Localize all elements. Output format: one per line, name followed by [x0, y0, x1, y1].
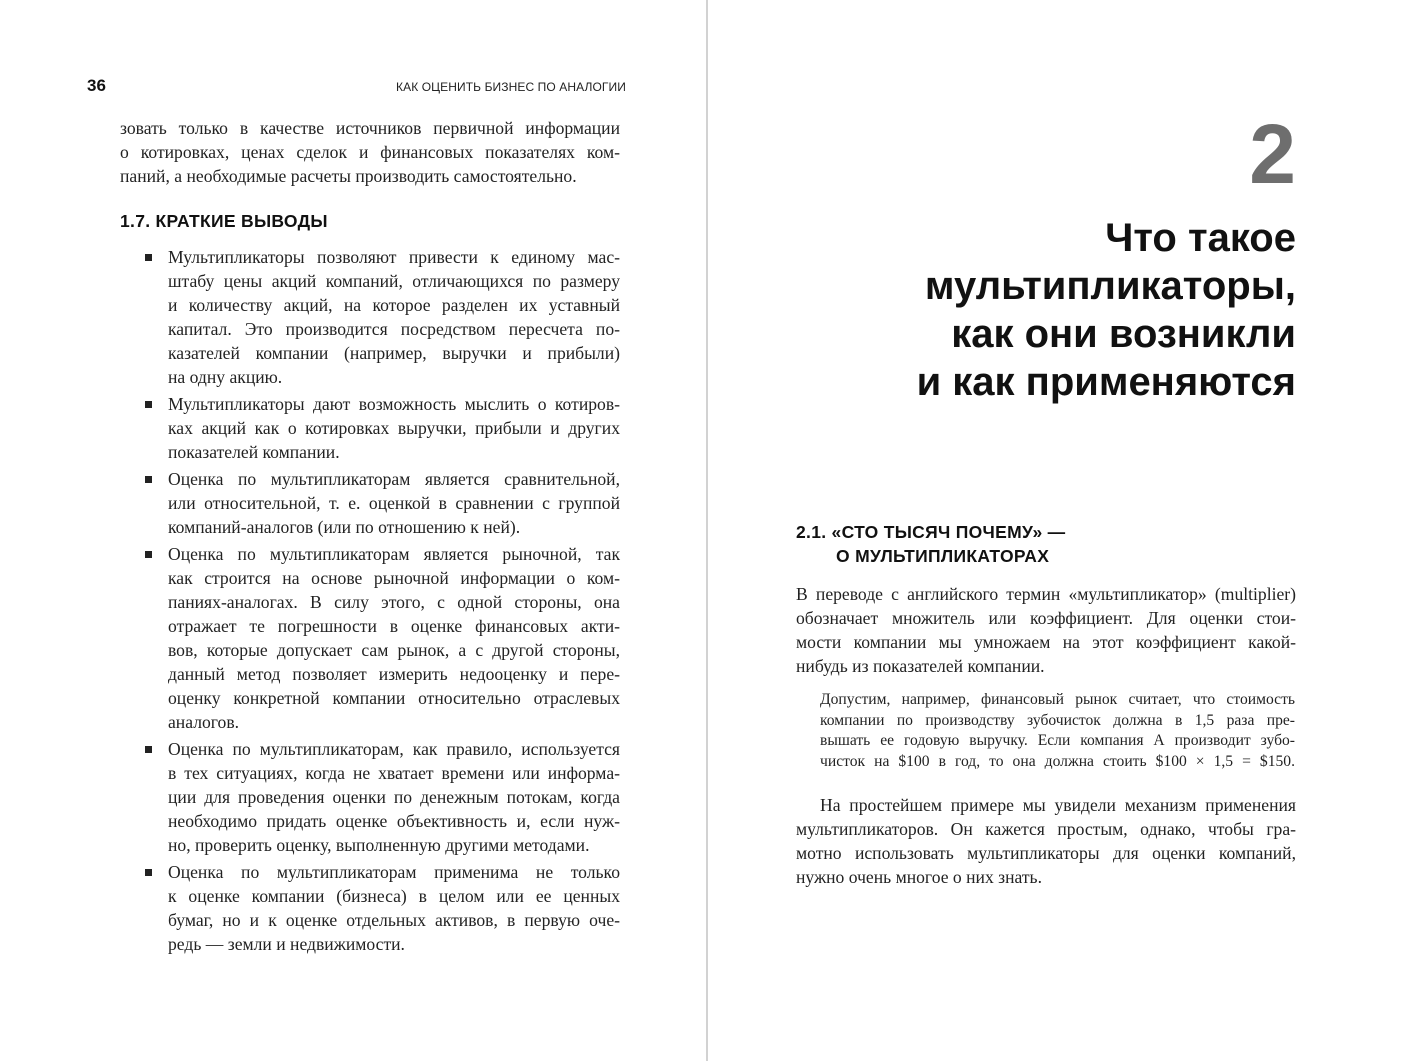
text-line: казателей компании (например, выручки и прибыли)	[168, 343, 620, 363]
text-line: ках акций как о котировках выручки, прибыли и других	[168, 418, 620, 438]
text-line: но, проверить оценку, выполненную другими методами.	[168, 835, 590, 855]
section-heading	[796, 520, 1065, 568]
text-line: оценку конкретной компании относительно отраслевых	[168, 688, 620, 708]
list-item	[120, 467, 620, 539]
text-line: Оценка по мультипликаторам является рыночной, так	[168, 544, 620, 564]
text-line: на одну акцию.	[168, 367, 283, 387]
section-heading-line: 2.1. «СТО ТЫСЯЧ ПОЧЕМУ» —	[796, 522, 1066, 542]
chapter-title-line: и как применяются	[916, 360, 1296, 404]
intro-paragraph	[120, 116, 620, 188]
chapter-title-line: как они возникли	[951, 312, 1296, 356]
text-line: обозначает множитель или коэффициент. Для оценки стои-	[796, 608, 1296, 628]
text-line: чисток на $100 в год, то она должна стоить $100 × 1,5 = $150.	[820, 752, 1295, 770]
text-line: Оценка по мультипликаторам, как правило, используется	[168, 739, 620, 759]
text-line: как строится на основе рыночной информации о ком-	[168, 568, 620, 588]
chapter-number: 2	[1249, 107, 1296, 201]
bullet-square-icon	[145, 869, 152, 876]
text-line: капитал. Это производится посредством пересчета по-	[168, 319, 620, 339]
text-line: отражает те погрешности в оценке финансовых акти-	[168, 616, 620, 636]
text-line: Допустим, например, финансовый рынок считает, что стоимость	[820, 691, 1295, 708]
running-head: КАК ОЦЕНИТЬ БИЗНЕС ПО АНАЛОГИИ	[396, 80, 626, 94]
conclusion-paragraph	[796, 793, 1296, 889]
text-line: необходимо придать оценке объективность и, если нуж-	[168, 811, 620, 831]
text-line: паний, а необходимые расчеты производить самостоятельно.	[120, 166, 577, 186]
list-item	[120, 245, 620, 389]
text-line: или относительной, т. е. оценкой в сравнении с группой	[168, 493, 620, 513]
text-line: зовать только в качестве источников первичной информации	[120, 118, 620, 138]
text-line: мультипликаторов. Он кажется простым, однако, чтобы гра-	[796, 819, 1296, 839]
page-gutter	[706, 0, 708, 1061]
text-line: бумаг, но и к оценке отдельных активов, в первую оче-	[168, 910, 620, 930]
text-line: паниях-аналогах. В силу этого, с одной стороны, она	[168, 592, 620, 612]
text-line: и количеству акций, на которое разделен их уставный	[168, 295, 620, 315]
summary-list	[120, 245, 620, 959]
bullet-square-icon	[145, 551, 152, 558]
text-line: мости компании мы умножаем на этот коэффициент какой-	[796, 632, 1296, 652]
text-line: о котировках, ценах сделок и финансовых показателях ком-	[120, 142, 620, 162]
bullet-square-icon	[145, 476, 152, 483]
text-line: компаний-аналогов (или по отношению к ней).	[168, 517, 521, 537]
text-line: компании по производству зубочисток должна в 1,5 раза пре-	[820, 711, 1295, 729]
section-heading: 1.7. КРАТКИЕ ВЫВОДЫ	[120, 211, 328, 231]
text-line: данный метод позволяет измерить недооценку и пере-	[168, 664, 620, 684]
text-line: штабу цены акций компаний, отличающихся по размеру	[168, 271, 620, 291]
example-paragraph	[820, 690, 1295, 772]
bullet-square-icon	[145, 746, 152, 753]
list-item	[120, 542, 620, 734]
bullet-square-icon	[145, 401, 152, 408]
text-line: редь — земли и недвижимости.	[168, 934, 405, 954]
text-line: ции для проведения оценки по денежным потокам, когда	[168, 787, 620, 807]
text-line: вышать ее годовую выручку. Если компания А производит зубо-	[820, 732, 1295, 750]
chapter-title	[796, 214, 1296, 406]
text-line: нибудь из показателей компании.	[796, 656, 1045, 676]
text-line: На простейшем примере мы увидели механизм применения	[820, 795, 1296, 815]
chapter-title-line: мультипликаторы,	[924, 264, 1296, 308]
bullet-square-icon	[145, 254, 152, 261]
text-line: показателей компании.	[168, 442, 340, 462]
text-line: к оценке компании (бизнеса) в целом или ее ценных	[168, 886, 620, 906]
text-line: Мультипликаторы дают возможность мыслить о котиров-	[168, 394, 620, 414]
definition-paragraph	[796, 582, 1296, 678]
chapter-title-line: Что такое	[1105, 216, 1296, 260]
text-line: Мультипликаторы позволяют привести к единому мас-	[168, 247, 620, 267]
text-line: вов, которые допускает сам рынок, а с другой стороны,	[168, 640, 620, 660]
section-heading-line: О МУЛЬТИПЛИКАТОРАХ	[836, 546, 1050, 566]
text-line: В переводе с английского термин «мультипликатор» (multiplier)	[796, 584, 1296, 604]
text-line: Оценка по мультипликаторам применима не только	[168, 862, 620, 882]
text-line: мотно использовать мультипликаторы для оценки компаний,	[796, 843, 1296, 863]
list-item	[120, 860, 620, 956]
text-line: в тех ситуациях, когда не хватает времени или информа-	[168, 763, 620, 783]
list-item	[120, 737, 620, 857]
page-number: 36	[87, 76, 106, 95]
text-line: аналогов.	[168, 712, 240, 732]
text-line: Оценка по мультипликаторам является сравнительной,	[168, 469, 620, 489]
list-item	[120, 392, 620, 464]
text-line: нужно очень многое о них знать.	[796, 867, 1042, 887]
